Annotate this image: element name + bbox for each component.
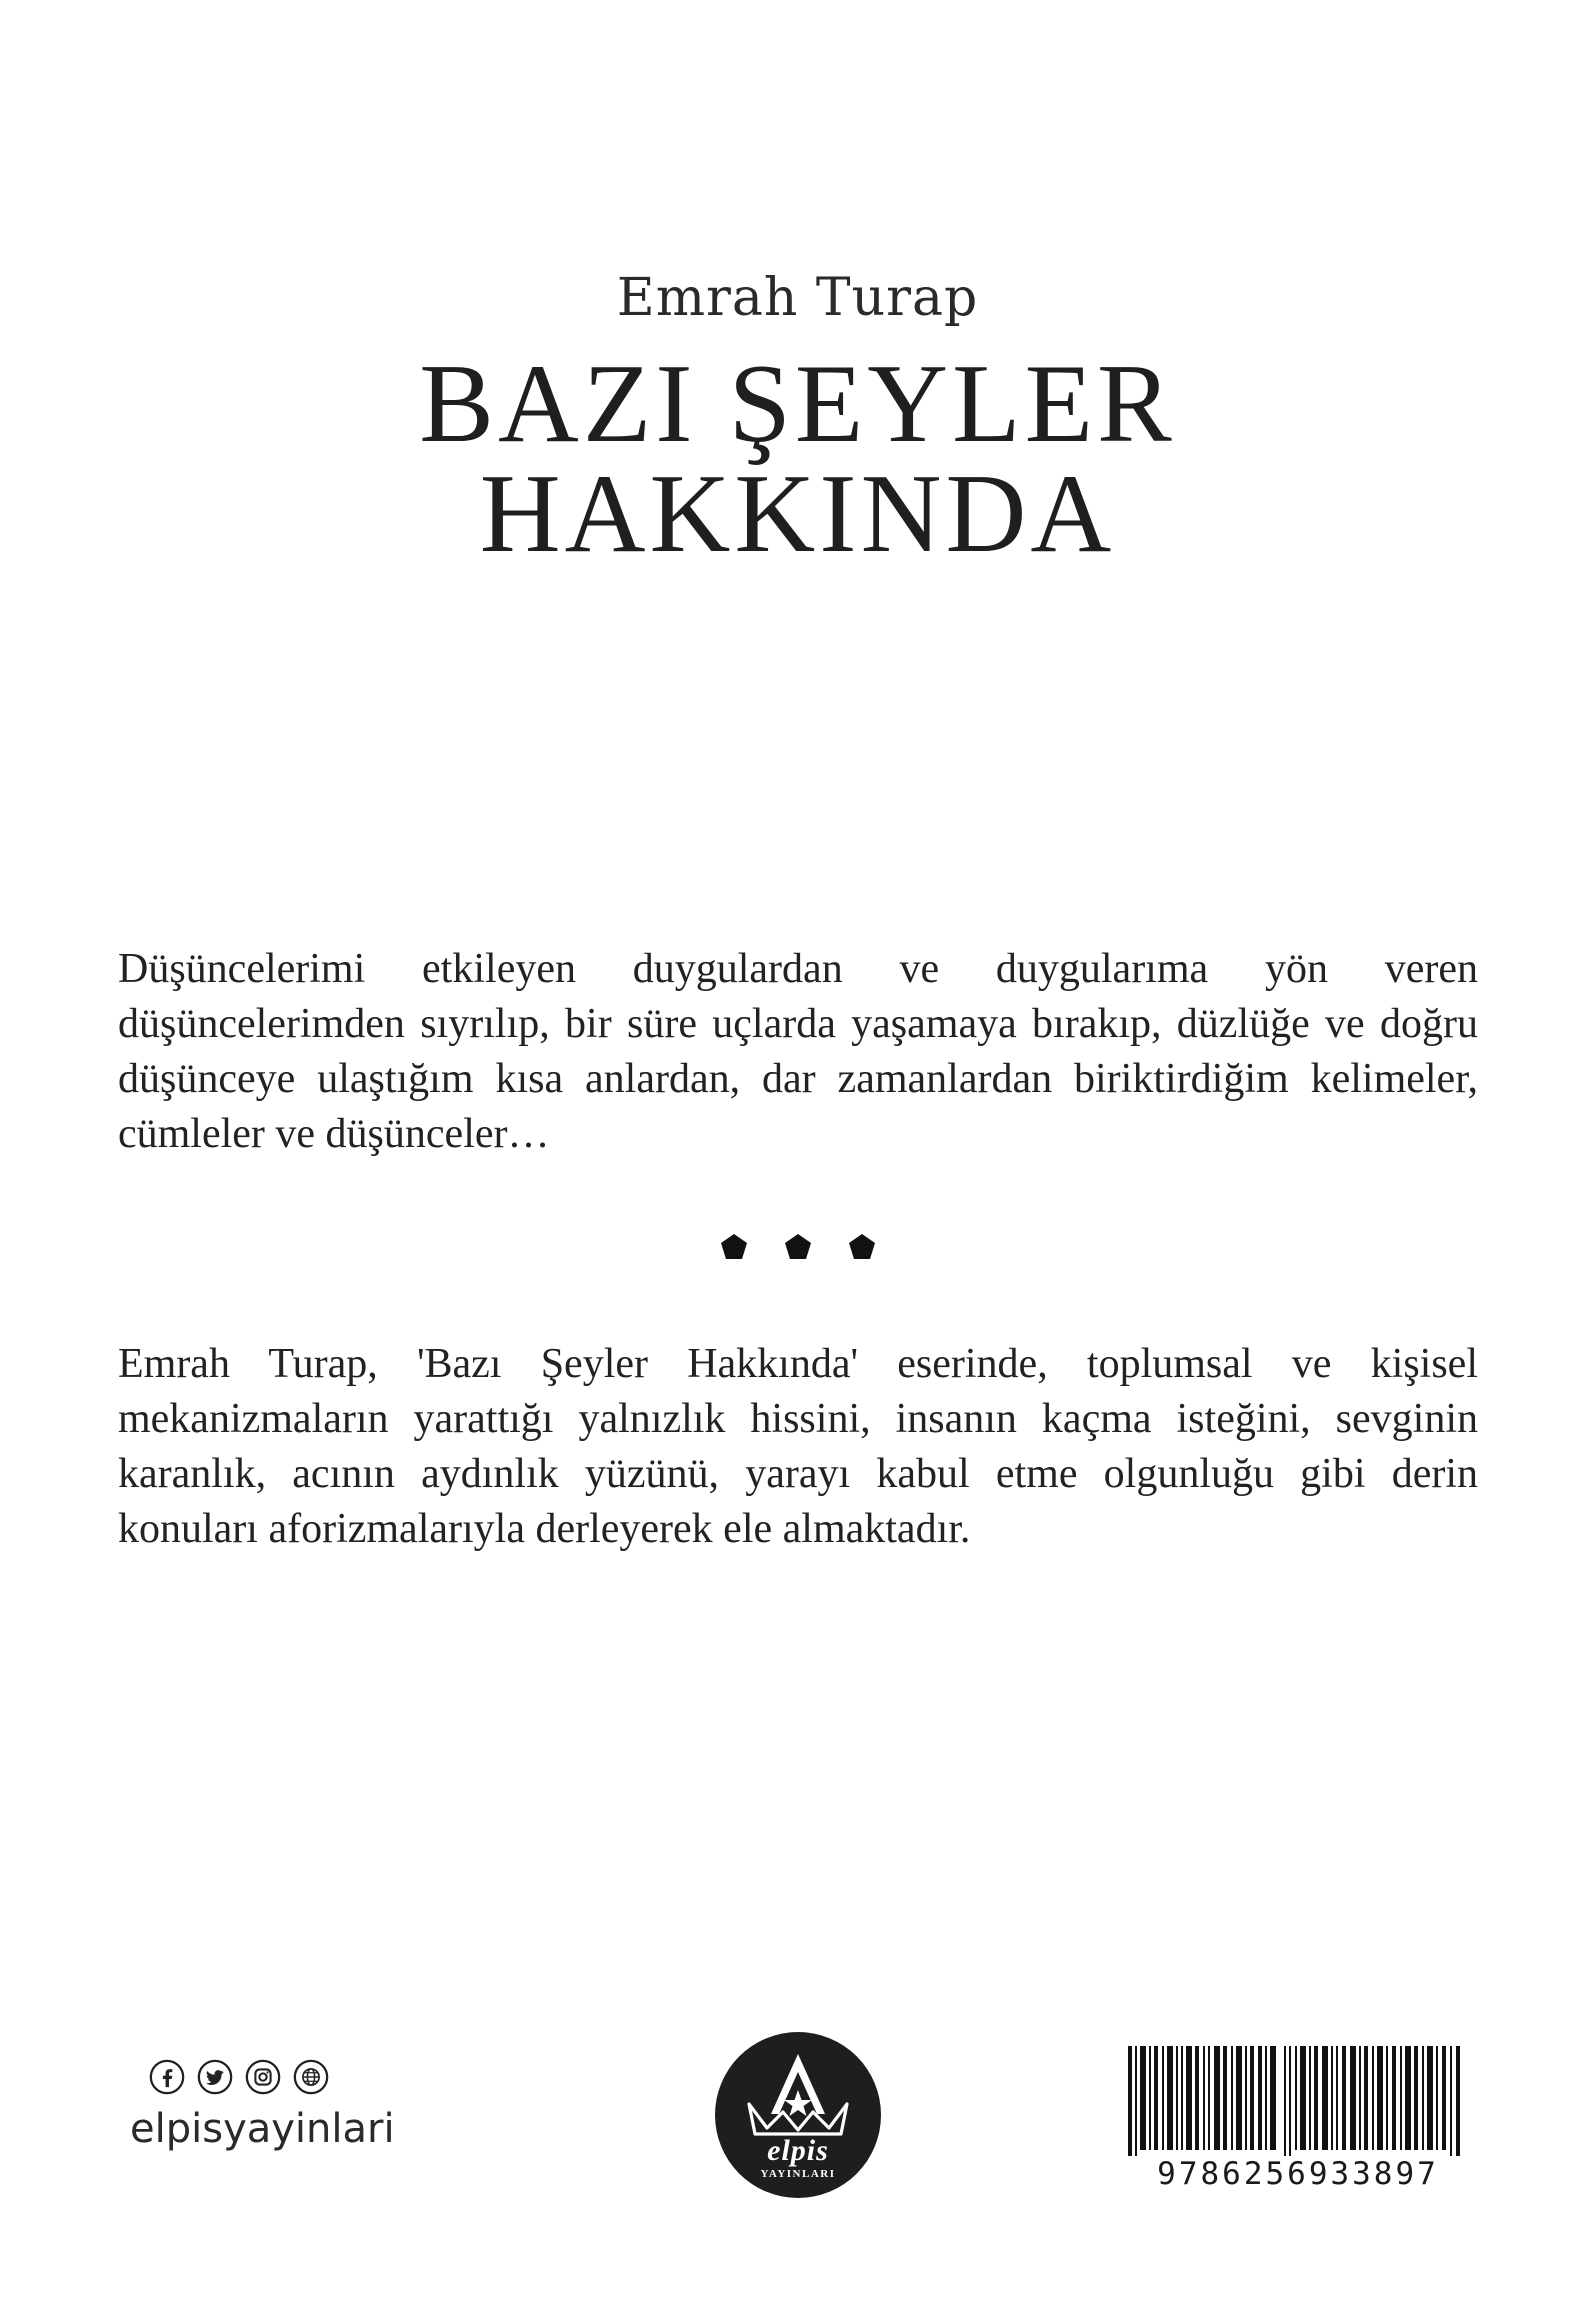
twitter-icon[interactable] [196,2058,234,2096]
instagram-icon[interactable] [244,2058,282,2096]
isbn-number: 9786256933897 [1128,2156,1468,2192]
social-handle[interactable]: elpisyayinlari [130,2106,395,2152]
social-icons [148,2058,330,2096]
pentagon-icon [719,1232,749,1262]
publisher-name: elpis [767,2134,829,2167]
description-paragraph: Emrah Turap, 'Bazı Şeyler Hakkında' eserinde, toplumsal ve kişisel mekanizmaların yarattığı yalnızlık hissini, insanın kaçma isteğini, sevginin karanlık, acının aydınlık yüzünü, yarayı kabul etme olgunluğu gibi derin konuları aforizmalarıyla derleyerek ele almaktadır. [118,1341,1478,1552]
publisher-logo [713,2030,883,2200]
book-title-line-1: BAZI ŞEYLER [419,342,1176,466]
separator [0,1232,1595,1264]
pentagon-icon [783,1232,813,1262]
facebook-icon[interactable] [148,2058,186,2096]
pentagon-icon [847,1232,877,1262]
author-name: Emrah Turap [616,268,979,328]
book-title-line-2: HAKKINDA [479,452,1116,576]
publisher-subtitle: YAYINLARI [760,2168,836,2180]
globe-icon[interactable] [292,2058,330,2096]
intro-paragraph: Düşüncelerimi etkileyen duygulardan ve duygularıma yön veren düşüncelerimden sıyrılıp, bir süre uçlarda yaşamaya bırakıp, düzlüğe ve doğru düşünceye ulaştığım kısa anlardan, dar zamanlardan biriktirdiğim kelimeler, cümleler ve düşünceler… [118,946,1478,1157]
